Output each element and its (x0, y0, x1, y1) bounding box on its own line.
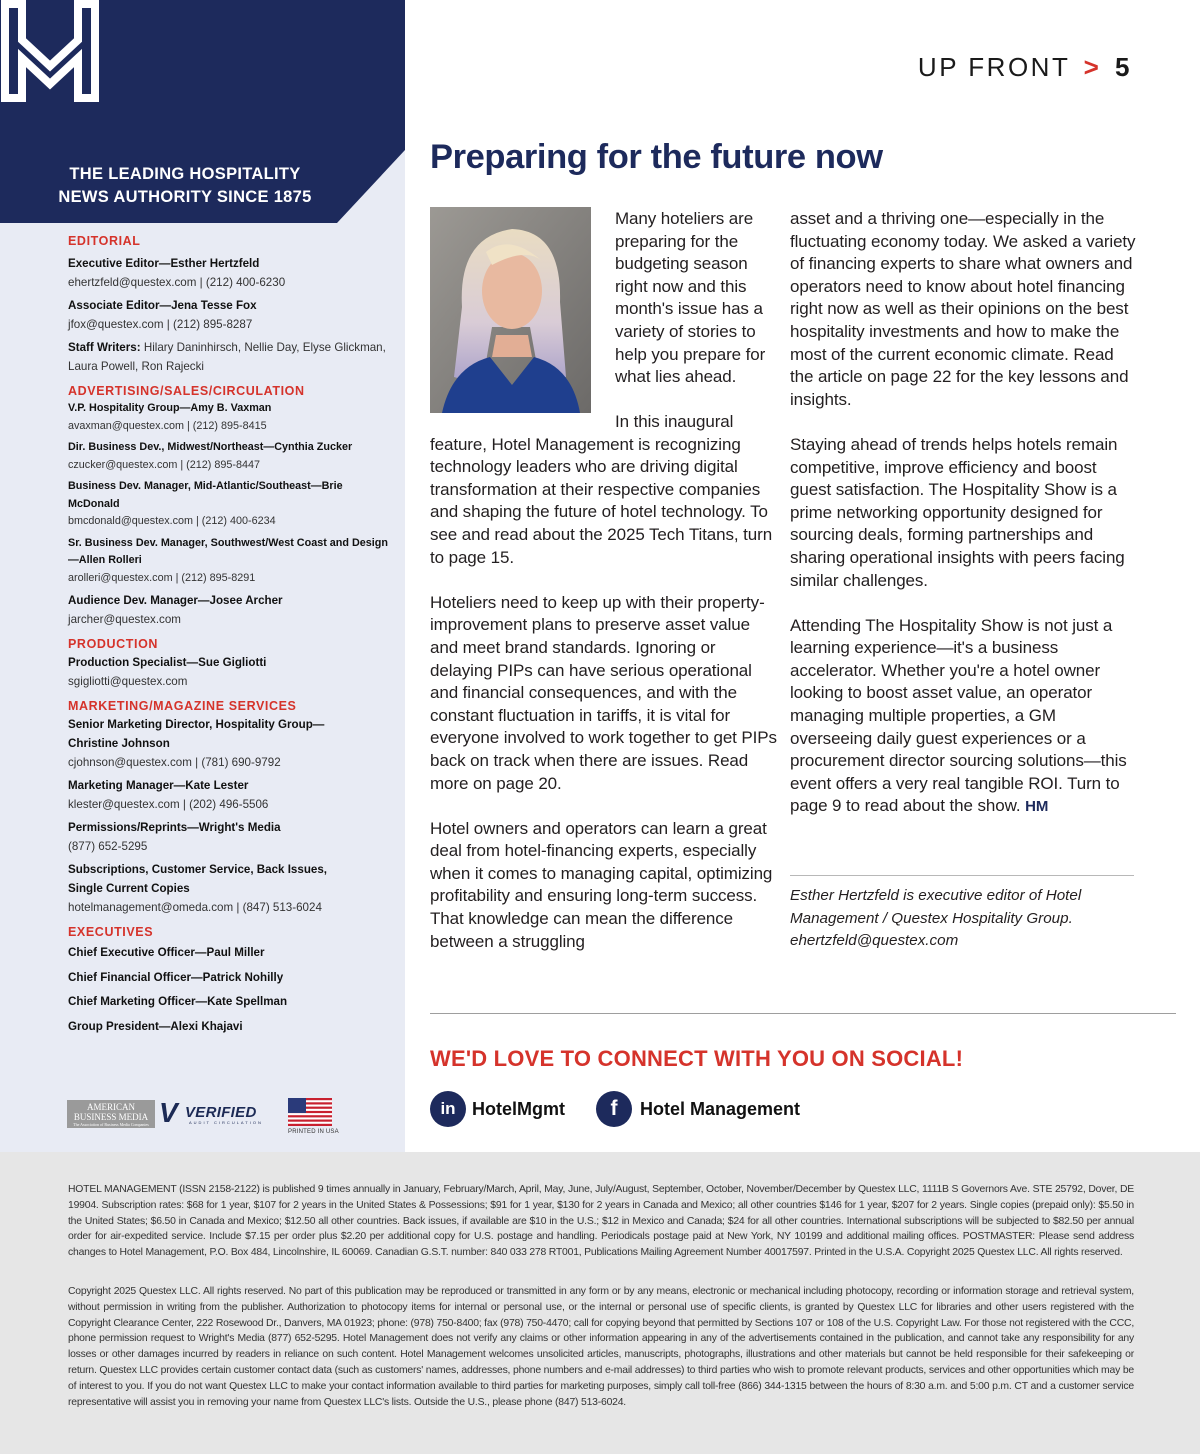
us-flag-icon (288, 1098, 332, 1126)
tagline-line: NEWS AUTHORITY SINCE 1875 (58, 188, 312, 206)
masthead-entry (68, 776, 398, 814)
masthead-entry (68, 860, 358, 917)
staff-contact: cjohnson@questex.com | (781) 690-9792 (68, 756, 281, 769)
staff-role: Sr. Business Dev. Manager, Southwest/West Coast and Design—Allen Rolleri (68, 536, 388, 566)
section-heading-editorial: EDITORIAL (68, 234, 141, 248)
verified-sublabel: AUDIT CIRCULATION (189, 1120, 263, 1125)
bio-line: Management / Questex Hospitality Group. (790, 909, 1073, 927)
staff-role: Production Specialist—Sue Gigliotti (68, 656, 267, 669)
masthead-entry (68, 653, 398, 691)
staff-role: Business Dev. Manager, Mid-Atlantic/Southeast—Brie McDonald (68, 480, 343, 510)
article-paragraph-lead: In this inaugural (615, 412, 734, 431)
staff-contact: klester@questex.com | (202) 496-5506 (68, 798, 269, 811)
brand-banner (0, 0, 405, 223)
abm-line: AMERICAN (86, 1102, 135, 1112)
printed-in-usa-label: PRINTED IN USA (288, 1129, 339, 1135)
staff-role: Chief Financial Officer—Patrick Nohilly (68, 970, 284, 984)
staff-role: Group President—Alexi Khajavi (68, 1019, 243, 1033)
masthead-entry (68, 715, 338, 772)
publication-statement: HOTEL MANAGEMENT (ISSN 2158-2122) is published 9 times annually in January, February/March, April, May, June, July/August, September, October, November/December by Questex LLC, 1111B S Governors Ave. STE 25792, Dover, DE 19904. Subscription rates: $68 for 1 year, $107 for 2 years in the United States & Possessions; $91 for 1 year, $130 for 2 years in Canada and Mexico; all other countries $146 for 1 year, $207 for 2 years. Single copies (prepaid only): $5.50 in the United States; $6.50 in Canada and Mexico; $12.50 all other countries. Back issues, if available are $10 in the U.S.; $12 in Mexico and Canada; $24 for all other countries. International subscriptions will be subjected to $82.50 per annual order for air-expedited service. Include $7.15 per order plus $2.20 per additional copy for U.S. postage and handling. Periodicals postage paid at New York, NY 10199 and additional mailing offices. POSTMASTER: Please send address changes to Hotel Management, P.O. Box 484, Lincolnshire, IL 60069. Canadian G.S.T. number: 840 033 278 RT001, Publications Mailing Agreement Number 40017597. Printed in the U.S.A. Copyright 2025 Questex LLC. All rights reserved. (68, 1184, 1134, 1259)
staff-role: Executive Editor—Esther Hertzfeld (68, 257, 260, 270)
chevron-right-icon: > (1083, 52, 1102, 82)
staff-contact: jfox@questex.com | (212) 895-8287 (68, 318, 253, 331)
article-paragraph: feature, Hotel Management is recognizing technology leaders who are driving digital transformation at their respective companies and shaping the future of hotel technology. To see and read about the 2025 Tech Titans, turn to page 15. (430, 434, 773, 567)
article-paragraph (790, 615, 1140, 819)
article-column-right (790, 208, 1140, 819)
staff-role: Senior Marketing Director, Hospitality Group—Christine Johnson (68, 718, 325, 750)
verified-label: VERIFIED (185, 1104, 257, 1121)
staff-role: Chief Marketing Officer—Kate Spellman (68, 995, 288, 1008)
masthead-entry (68, 338, 398, 376)
linkedin-icon (430, 1091, 466, 1127)
masthead-entry (68, 296, 398, 334)
badge-row (67, 1098, 347, 1140)
staff-contact: czucker@questex.com | (212) 895-8447 (68, 458, 261, 471)
staff-writers-names: Hilary Daninhirsch, Nellie Day, Elyse Glickman, Laura Powell, Ron Rajecki (68, 341, 386, 373)
staff-role: Dir. Business Dev., Midwest/Northeast—Cynthia Zucker (68, 441, 353, 453)
facebook-glyph: f (610, 1097, 618, 1120)
legal-footer (0, 1152, 1200, 1454)
social-heading: WE'D LOVE TO CONNECT WITH YOU ON SOCIAL! (430, 1046, 964, 1071)
linkedin-glyph: in (440, 1099, 456, 1118)
article-paragraph: Hoteliers need to keep up with their property-improvement plans to preserve asset value and meet brand standards. Ignoring or delaying PIPs can have serious operational and financial consequences, and with the constant fluctuation in tariffs, it is vital for everyone involved to work together to get PIPs back on track when there are issues. Read more on page 20. (430, 592, 777, 793)
masthead-entry (68, 254, 398, 292)
article-headline: Preparing for the future now (430, 138, 883, 176)
verified-check-icon: V (159, 1097, 178, 1128)
staff-role: V.P. Hospitality Group—Amy B. Vaxman (68, 402, 272, 414)
masthead-entry (68, 818, 398, 856)
article-column-intro (615, 208, 780, 389)
page-number: 5 (1115, 52, 1132, 82)
masthead-entry (68, 439, 358, 474)
staff-contact: arolleri@questex.com | (212) 895-8291 (68, 571, 256, 584)
staff-role: Marketing Manager—Kate Lester (68, 779, 249, 792)
staff-contact: (877) 652-5295 (68, 840, 148, 853)
author-email-link[interactable]: ehertzfeld@questex.com (790, 932, 959, 950)
hm-logo (0, 0, 100, 102)
staff-contact: bmcdonald@questex.com | (212) 400-6234 (68, 515, 276, 527)
section-heading-marketing: MARKETING/MAGAZINE SERVICES (68, 699, 297, 713)
author-bio (790, 885, 1135, 953)
tagline-line: THE LEADING HOSPITALITY (69, 165, 301, 183)
section-folio (918, 52, 1132, 83)
bio-line: Esther Hertzfeld is executive editor of Hotel (790, 887, 1082, 904)
article-column-left (430, 411, 780, 953)
section-heading-advertising: ADVERTISING/SALES/CIRCULATION (68, 384, 305, 398)
abm-logo (67, 1100, 155, 1128)
staff-contact: jarcher@questex.com (68, 613, 181, 626)
copyright-statement: Copyright 2025 Questex LLC. All rights reserved. No part of this publication may be reproduced or transmitted in any form or by any means, electronic or mechanical including photocopy, recording or information storage and retrieval system, without permission in writing from the publisher. Authorization to photocopy items for internal or personal use, or the internal or personal use of specific clients, is granted by Questex LLC for libraries and other users registered with the Copyright Clearance Center, 222 Rosewood Dr., Danvers, MA 01923; phone: (978) 750-8400; fax (978) 750-4470; call for copying beyond that permitted by Sections 107 or 108 of the U.S. Copyright Law. For those not registered with the CCC, phone permission request to Wright's Media (877) 652-5295. Hotel Management does not verify any claims or other information appearing in any of the advertisements contained in the publication, and cannot take any responsibility for any losses or other damages incurred by readers in reliance on such content. Hotel Management welcomes unsolicited articles, manuscripts, photographs, illustrations and other materials but cannot be held responsible for their safekeeping or return. Questex LLC provides certain customer contact data (such as customers' names, addresses, phone numbers and e-mail addresses) to third parties who wish to promote relevant products, services and other opportunities which may be of interest to you. If you do not want Questex LLC to make your contact information available to third parties for marketing purposes, simply call toll-free (866) 344-1315 between the hours of 8:30 a.m. and 5:00 p.m. CT and a customer service representative will assist you in removing your name from Questex LLC's lists. Outside the U.S., please phone (847) 513-6024. (68, 1286, 1135, 1408)
masthead-entry (68, 400, 398, 435)
masthead-list (68, 232, 398, 1039)
article-paragraph-text: Attending The Hospitality Show is not just a learning experience—it's a business accelerator. Whether you're a hotel owner looking to boost asset value, an operator managing multiple properties, a GM overseeing daily guest experiences or a procurement director sourcing solutions—this event offers a very real tangible ROI. Turn to page 9 to read about the show. (790, 615, 1127, 816)
section-name: UP FRONT (917, 52, 1070, 82)
masthead-entry (68, 478, 358, 531)
facebook-icon (596, 1091, 632, 1127)
social-divider (430, 1013, 1176, 1014)
brand-tagline (30, 163, 340, 209)
staff-contact: sgigliotti@questex.com (68, 675, 188, 688)
staff-role: Chief Executive Officer—Paul Miller (68, 946, 265, 959)
masthead-entry (68, 941, 398, 1039)
linkedin-handle: HotelMgmt (472, 1098, 565, 1119)
article-paragraph: Staying ahead of trends helps hotels remain competitive, improve efficiency and boost guest satisfaction. The Hospitality Show is a prime networking opportunity designed for sourcing deals, forming partnerships and sharing operational insights with peers facing similar challenges. (790, 434, 1125, 590)
article-paragraph: Many hoteliers are preparing for the budgeting season right now and this month's issue has a variety of stories to help you prepare for what lies ahead. (615, 209, 766, 387)
staff-contact: hotelmanagement@omeda.com | (847) 513-6024 (68, 901, 322, 914)
facebook-link[interactable] (596, 1091, 800, 1127)
masthead-sidebar (0, 0, 405, 1152)
abm-subline: The Association of Business Media Companies (73, 1122, 149, 1127)
staff-contact: ehertzfeld@questex.com | (212) 400-6230 (68, 276, 286, 289)
abm-line: BUSINESS MEDIA (73, 1112, 149, 1122)
staff-role: Permissions/Reprints—Wright's Media (68, 821, 281, 834)
author-photo (430, 207, 591, 413)
staff-role: Subscriptions, Customer Service, Back Issues, Single Current Copies (68, 863, 328, 895)
facebook-handle: Hotel Management (640, 1098, 801, 1119)
staff-role: Associate Editor—Jena Tesse Fox (68, 299, 257, 312)
article-paragraph: asset and a thriving one—especially in the fluctuating economy today. We asked a variety of financing experts to share what owners and operators need to know about hotel financing right now as well as their opinions on the best hospitality investments and how to make the most of the current economic climate. Read the article on page 22 for the key lessons and insights. (790, 209, 1136, 409)
article-paragraph: Hotel owners and operators can learn a great deal from hotel-financing experts, especially when it comes to managing capital, optimizing profitability and ensuring long-term success. That knowledge can mean the difference between a struggling (430, 818, 773, 951)
section-heading-executives: EXECUTIVES (68, 925, 154, 939)
staff-contact: avaxman@questex.com | (212) 895-8415 (68, 419, 267, 432)
masthead-entry (68, 591, 398, 629)
section-heading-production: PRODUCTION (68, 637, 159, 651)
article-signoff: HM (1025, 798, 1049, 816)
masthead-entry (68, 535, 388, 588)
staff-role: Audience Dev. Manager—Josee Archer (68, 594, 283, 607)
bio-divider (790, 875, 1134, 876)
linkedin-link[interactable] (430, 1091, 565, 1127)
verified-audit-logo (159, 1097, 277, 1128)
staff-writers-label: Staff Writers: (68, 341, 141, 354)
